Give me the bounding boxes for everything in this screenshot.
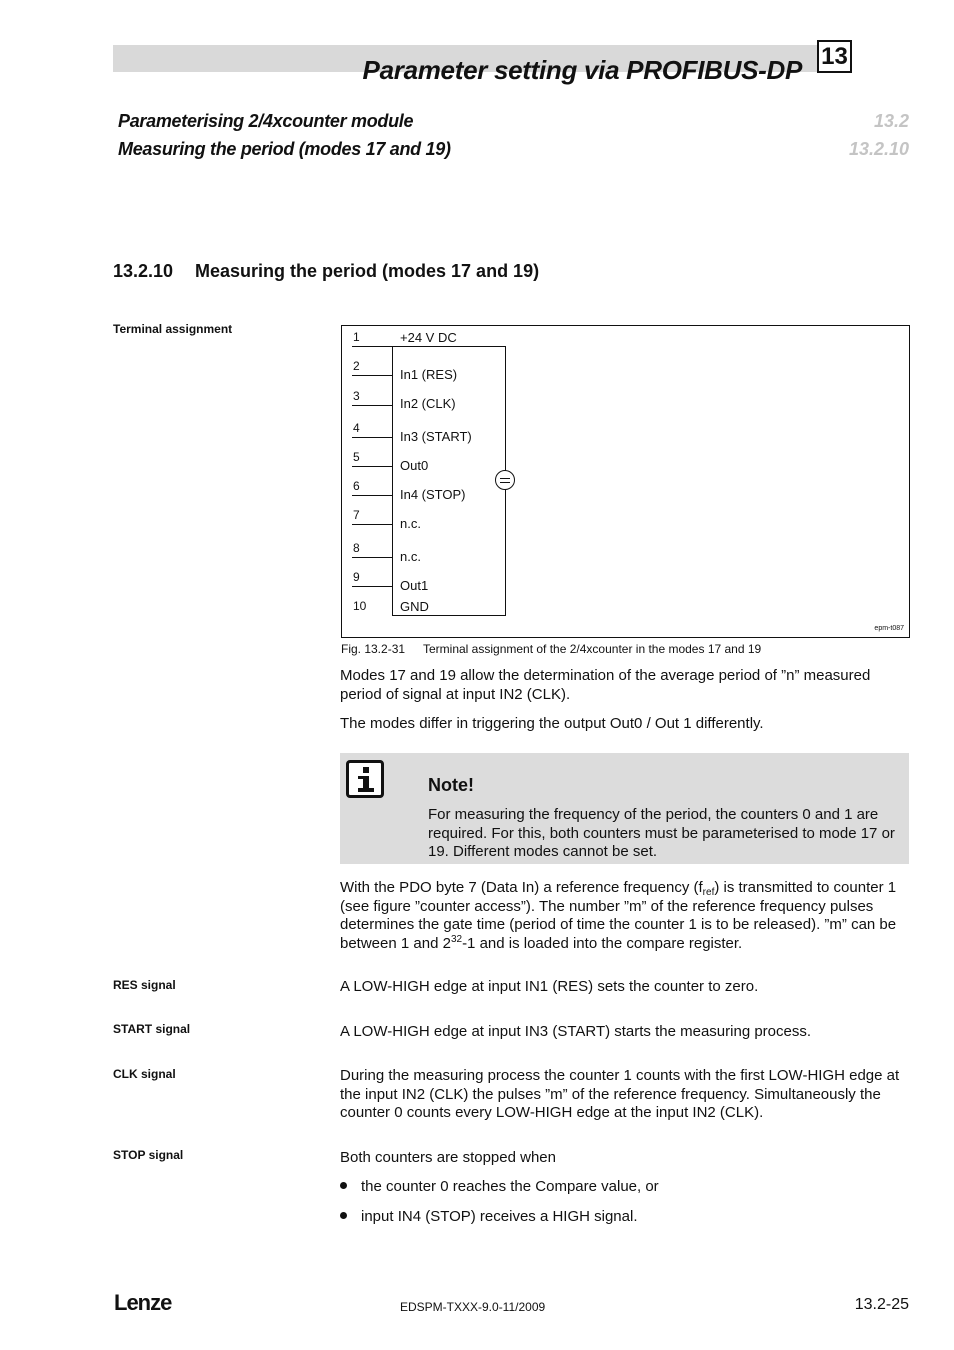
pin-label: Out0 xyxy=(400,458,429,473)
chapter-number: 13 xyxy=(817,40,852,73)
pin-line xyxy=(352,346,392,347)
pin-line xyxy=(352,437,392,438)
pin-line xyxy=(352,405,392,406)
shield-ground-icon xyxy=(495,470,515,490)
paragraph-modes: The modes differ in triggering the output Out0 / Out 1 differently. xyxy=(340,715,764,732)
pin-label: n.c. xyxy=(400,549,421,564)
paragraph-clk: During the measuring process the counter 1 counts with the first LOW-HIGH edge at the input IN2 (CLK) the pulses ”m” of the reference frequency. Simultaneously the counter 0 counts every LOW-HIGH edge at the input IN2 (CLK). xyxy=(340,1067,900,1121)
bullet-icon xyxy=(340,1182,347,1189)
side-label-terminal: Terminal assignment xyxy=(113,322,233,336)
side-label-start: START signal xyxy=(113,1022,191,1036)
paragraph-reference-frequency: With the PDO byte 7 (Data In) a reference frequency $(f_{ref})$ is transmitted to counter 1 (see figure ”counter access”). The number ”m” of the reference frequency pulses determines the gate time (period of time the counter 1 is to be released). ”m” can be between 1 and $2^{32}-1$ and is loaded into the compare register. xyxy=(340,879,897,952)
pin-line xyxy=(352,466,392,467)
paragraph-stop: Both counters are stopped when xyxy=(340,1149,556,1166)
page-title: Parameter setting via PROFIBUS-DP xyxy=(362,55,802,85)
pin-number: 3 xyxy=(353,389,360,403)
section-number: 13.2.10 xyxy=(113,261,174,281)
pin-number: 2 xyxy=(353,359,360,373)
section-title: Measuring the period (modes 17 and 19) xyxy=(195,261,540,281)
paragraph-intro: Modes 17 and 19 allow the determination of the average period of ”n” measured period of signal at input IN2 (CLK). xyxy=(340,667,871,703)
pin-number: 10 xyxy=(353,599,367,613)
side-label-clk: CLK signal xyxy=(113,1067,176,1081)
pin-label: In4 (STOP) xyxy=(400,487,466,502)
document-id: EDSPM-TXXX-9.0-11/2009 xyxy=(400,1300,546,1314)
page-number: 13.2-25 xyxy=(854,1296,909,1313)
note-title: Note! xyxy=(428,775,474,795)
pin-line xyxy=(352,557,392,558)
pin-number: 1 xyxy=(353,330,360,344)
pin-label: n.c. xyxy=(400,516,421,531)
pin-number: 4 xyxy=(353,421,360,435)
pin-number: 5 xyxy=(353,450,360,464)
figure-caption xyxy=(341,642,761,656)
pin-label: In3 (START) xyxy=(400,429,472,444)
subheading-subsection: Measuring the period (modes 17 and 19) xyxy=(118,139,451,159)
pin-number: 6 xyxy=(353,479,360,493)
list-item: the counter 0 reaches the Compare value, or xyxy=(340,1178,659,1195)
list-item: input IN4 (STOP) receives a HIGH signal. xyxy=(340,1208,638,1225)
terminal-block xyxy=(392,346,506,616)
figure-number: Fig. 13.2-31 xyxy=(341,642,406,656)
section-heading xyxy=(113,261,539,282)
pin-line xyxy=(352,495,392,496)
note-text: For measuring the frequency of the period, the counters 0 and 1 are required. For this, both counters must be parameterised to mode 17 or 19. Different modes cannot be set. xyxy=(428,806,895,860)
pin-line xyxy=(352,586,392,587)
paragraph-start: A LOW-HIGH edge at input IN3 (START) starts the measuring process. xyxy=(340,1023,812,1040)
lenze-logo: Lenze xyxy=(114,1290,172,1315)
pin-number: 8 xyxy=(353,541,360,555)
pin-label: +24 V DC xyxy=(400,330,457,345)
paragraph-res: A LOW-HIGH edge at input IN1 (RES) sets the counter to zero. xyxy=(340,978,759,995)
pin-label: Out1 xyxy=(400,578,429,593)
figure-caption-text: Terminal assignment of the 2/4xcounter in the modes 17 and 19 xyxy=(423,642,762,656)
subheading-subsection-number: 13.2.10 xyxy=(848,139,909,159)
info-icon xyxy=(346,760,384,798)
pin-label: In2 (CLK) xyxy=(400,396,456,411)
figure-id: epm-t087 xyxy=(874,625,904,632)
pin-label: In1 (RES) xyxy=(400,367,458,382)
side-label-res: RES signal xyxy=(113,978,176,992)
subheading-section: Parameterising 2/4xcounter module xyxy=(118,111,414,131)
bullet-icon xyxy=(340,1212,347,1219)
pin-line xyxy=(352,524,392,525)
pin-label: GND xyxy=(400,599,429,614)
pin-number: 9 xyxy=(353,570,360,584)
subheading-section-number: 13.2 xyxy=(873,111,909,131)
pin-line xyxy=(352,375,392,376)
side-label-stop: STOP signal xyxy=(113,1148,184,1162)
pin-number: 7 xyxy=(353,508,360,522)
